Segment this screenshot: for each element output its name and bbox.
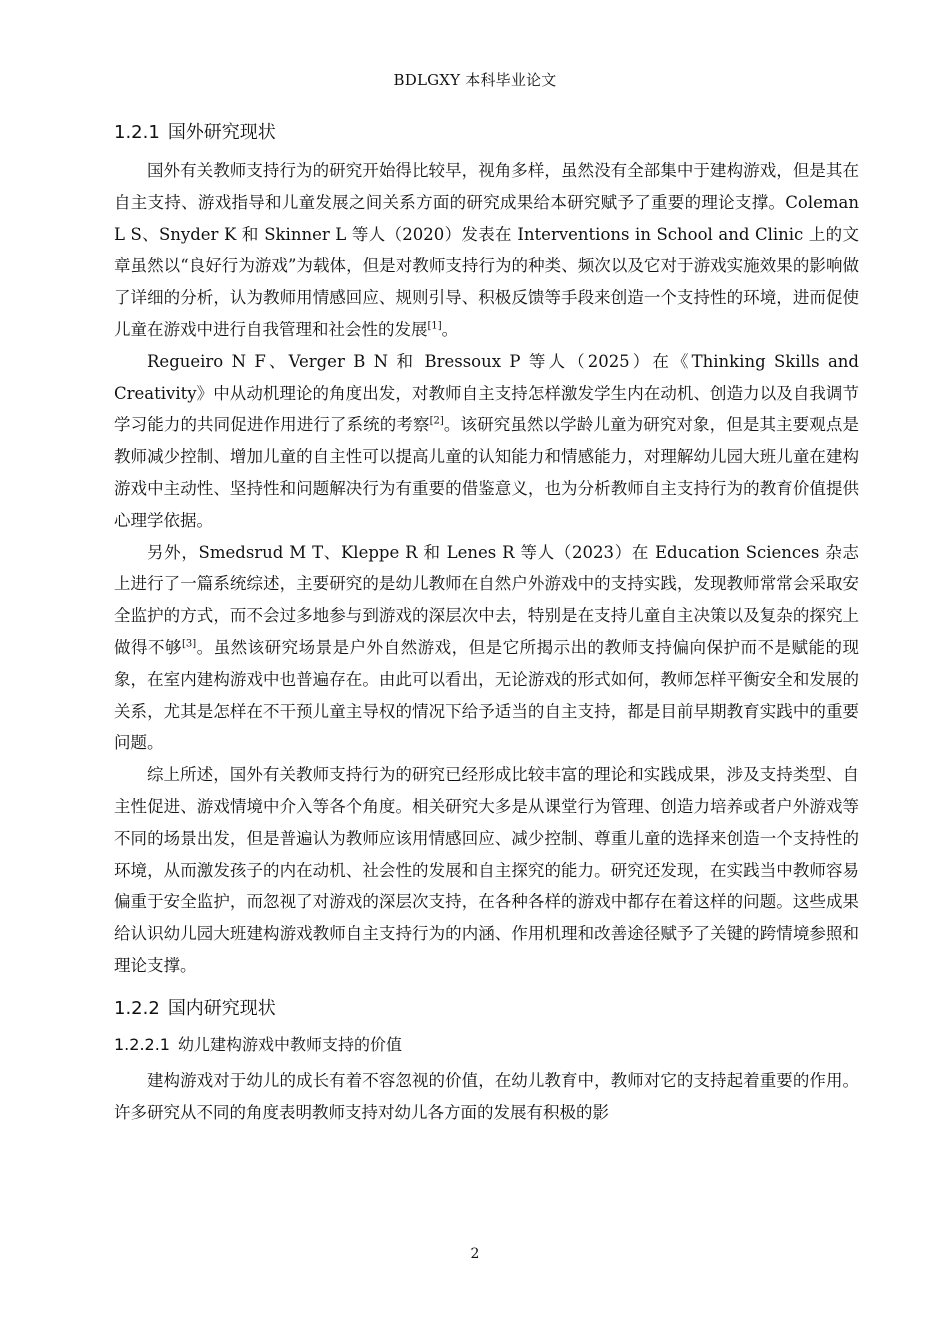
section-title: 国内研究现状	[167, 997, 276, 1019]
section-number: 1.2.1	[114, 122, 160, 143]
section-heading-domestic-research	[114, 994, 859, 1024]
paragraph-foreign-1	[114, 155, 859, 346]
paragraph-text: 另外，Smedsrud M T、Kleppe R 和 Lenes R 等人（2023）在 Education Sciences 杂志上进行了一篇系统综述，主要研究的是幼儿教师在自然户外游戏中的支持实践，发现教师常常会采取安全监护的方式，而不会过多地参与到游戏的深层次中去，特别是在支持儿童自主决策以及复杂的探究上做得不够	[114, 542, 859, 657]
paragraph-text-end: 。虽然该研究场景是户外自然游戏，但是它所揭示出的教师支持偏向保护而不是赋能的现象，在室内建构游戏中也普遍存在。由此可以看出，无论游戏的形式如何，教师怎样平衡安全和发展的关系，尤其是怎样在不干预儿童主导权的情况下给予适当的自主支持，都是目前早期教育实践中的重要问题。	[114, 637, 860, 753]
section-title: 国外研究现状	[167, 122, 276, 143]
page-number: 2	[470, 1246, 480, 1262]
page-body	[114, 118, 859, 1128]
paragraph-domestic-1: 建构游戏对于幼儿的成长有着不容忽视的价值，在幼儿教育中，教师对它的支持起着重要的作用。许多研究从不同的角度表明教师支持对幼儿各方面的发展有积极的影	[114, 1070, 859, 1122]
section-number: 1.2.2	[114, 997, 160, 1019]
subsection-number: 1.2.2.1	[114, 1034, 170, 1054]
citation-ref-1[interactable]: [1]	[427, 320, 442, 332]
paragraph-foreign-2	[114, 346, 859, 537]
section-heading-foreign-research	[114, 118, 859, 148]
paragraph-text-end: 。该研究虽然以学龄儿童为研究对象，但是其主要观点是教师减少控制、增加儿童的自主性可以提高儿童的认知能力和情感能力，对理解幼儿园大班儿童在建构游戏中主动性、坚持性和问题解决行为有重要的借鉴意义，也为分析教师自主支持行为的教育价值提供心理学依据。	[114, 415, 860, 530]
paragraph-text-end: 。	[441, 319, 459, 339]
paragraph-text: Regueiro N F、Verger B N 和 Bressoux P 等人（2025）在《Thinking Skills and Creativity》中从动机理论的角度出发，对教师自主支持怎样激发学生内在动机、创造力以及自我调节学习能力的共同促进作用进行了系统的考察	[114, 351, 859, 435]
paragraph-foreign-3	[114, 537, 859, 760]
citation-ref-3[interactable]: [3]	[181, 638, 197, 650]
subsection-heading-teacher-support-value	[114, 1030, 859, 1060]
running-header: BDLGXY 本科毕业论文	[393, 71, 557, 89]
paragraph-text: 国外有关教师支持行为的研究开始得比较早，视角多样，虽然没有全部集中于建构游戏，但是其在自主支持、游戏指导和儿童发展之间关系方面的研究成果给本研究赋予了重要的理论支撑。Coleman L S、Snyder K 和 Skinner L 等人（2020）发表在 Interventions in School and Clinic 上的文章虽然以“良好行为游戏”为载体，但是对教师支持行为的种类、频次以及它对于游戏实施效果的影响做了详细的分析，认为教师用情感回应、规则引导、积极反馈等手段来创造一个支持性的环境，进而促使儿童在游戏中进行自我管理和社会性的发展	[114, 161, 859, 339]
citation-ref-2[interactable]: [2]	[429, 415, 444, 427]
subsection-title: 幼儿建构游戏中教师支持的价值	[177, 1034, 402, 1054]
paragraph-foreign-summary: 综上所述，国外有关教师支持行为的研究已经形成比较丰富的理论和实践成果，涉及支持类型、自主性促进、游戏情境中介入等各个角度。相关研究大多是从课堂行为管理、创造力培养或者户外游戏等不同的场景出发，但是普遍认为教师应该用情感回应、减少控制、尊重儿童的选择来创造一个支持性的环境，从而激发孩子的内在动机、社会性的发展和自主探究的能力。研究还发现，在实践当中教师容易偏重于安全监护，而忽视了对游戏的深层次支持，在各种各样的游戏中都存在着这样的问题。这些成果给认识幼儿园大班建构游戏教师自主支持行为的内涵、作用机理和改善途径赋予了关键的跨情境参照和理论支撑。	[114, 765, 859, 975]
